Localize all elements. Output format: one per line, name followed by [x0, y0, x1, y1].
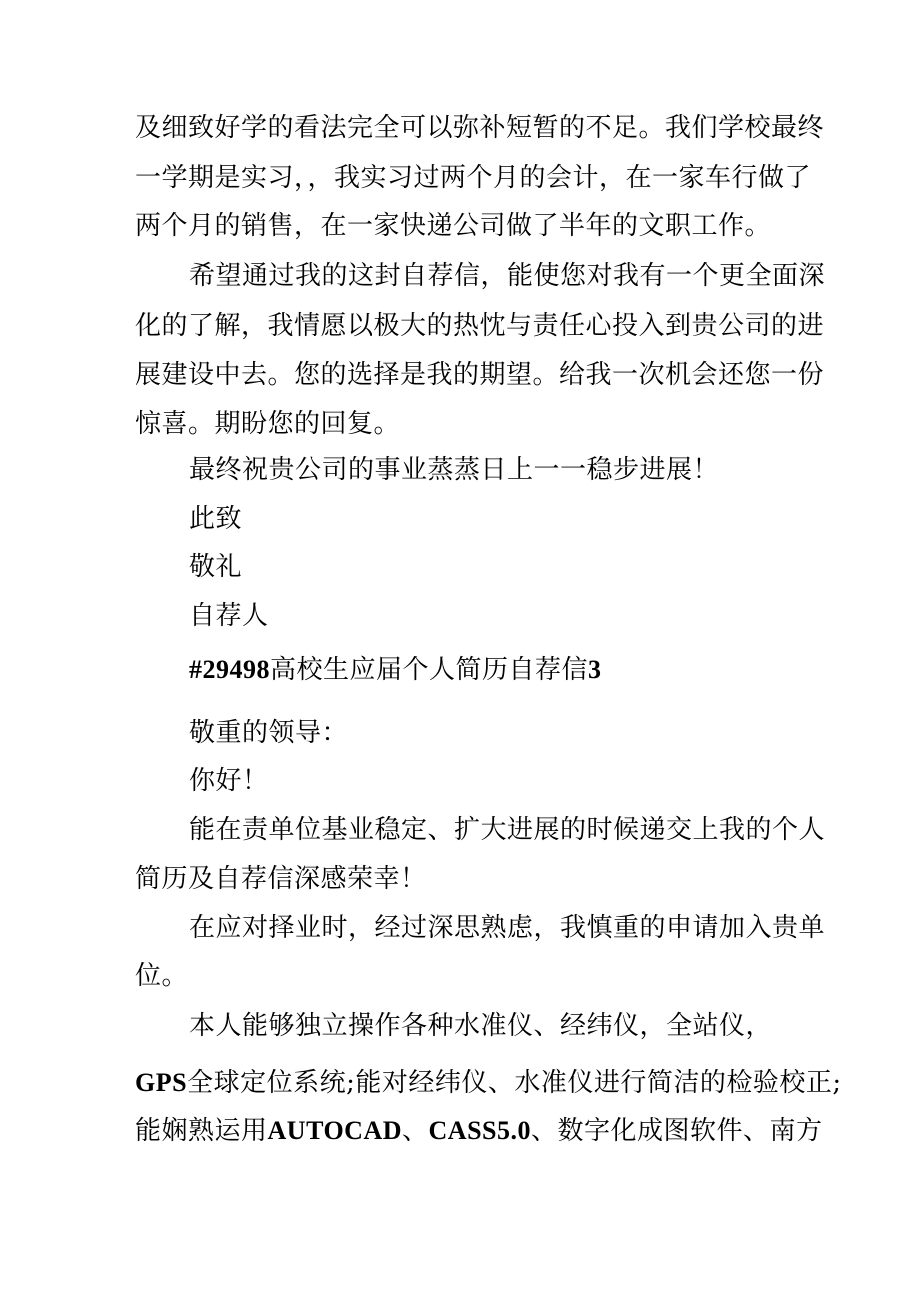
gps-term: GPS	[135, 1068, 188, 1097]
paragraph-2-line-1: 希望通过我的这封自荐信，能使您对我有一个更全面深	[189, 261, 826, 291]
paragraph-1-line-2: 一学期是实习，，我实习过两个月的会计，在一家车行做了	[135, 163, 812, 193]
greeting: 敬重的领导：	[189, 718, 349, 748]
section-heading-number: #29498	[189, 655, 270, 684]
section-heading-suffix: 3	[588, 655, 602, 684]
paragraph-5-line-1: 本人能够独立操作各种水准仪、经纬仪，全站仪，	[189, 1011, 773, 1041]
salutation-regards: 敬礼	[189, 552, 243, 582]
paragraph-1-line-1: 及细致好学的看法完全可以弥补短暂的不足。我们学校最终	[135, 113, 825, 143]
paragraph-3-line-1: 能在责单位基业稳定、扩大进展的时候递交上我的个人	[189, 815, 826, 845]
section-heading-title: 高校生应届个人简历自荐信	[270, 655, 589, 684]
paragraph-4-line-2: 位。	[135, 961, 189, 991]
salutation-this: 此致	[189, 504, 243, 534]
hello: 你好！	[189, 766, 269, 796]
paragraph-5-line-3-start: 能娴熟运用	[135, 1116, 268, 1146]
closing-wish: 最终祝贵公司的事业蒸蒸日上一一稳步进展！	[189, 455, 720, 485]
paragraph-5-line-2	[135, 1065, 842, 1101]
paragraph-3-line-2: 简历及自荐信深感荣幸！	[135, 864, 427, 894]
paragraph-5-line-3-end: 、数字化成图软件、南方	[531, 1116, 823, 1146]
cass-term: CASS5.0	[428, 1116, 531, 1145]
paragraph-5-line-3	[135, 1113, 835, 1149]
paragraph-4-line-1: 在应对择业时，经过深思熟虑，我慎重的申请加入贵单	[189, 913, 826, 943]
paragraph-5-line-3-sep: 、	[402, 1116, 429, 1146]
signature: 自荐人	[189, 601, 269, 631]
paragraph-1-line-3: 两个月的销售，在一家快递公司做了半年的文职工作。	[135, 211, 772, 241]
paragraph-5-line-2-text: 全球定位系统;能对经纬仪、水准仪进行简洁的检验校正;	[187, 1068, 842, 1098]
paragraph-2-line-2: 化的了解，我情愿以极大的热忱与责任心投入到贵公司的进	[135, 311, 825, 341]
paragraph-2-line-4: 惊喜。期盼您的回复。	[135, 409, 401, 439]
paragraph-2-line-3: 展建设中去。您的选择是我的期望。给我一次机会还您一份	[135, 360, 825, 390]
section-heading	[189, 652, 889, 688]
autocad-term: AUTOCAD	[267, 1116, 402, 1145]
